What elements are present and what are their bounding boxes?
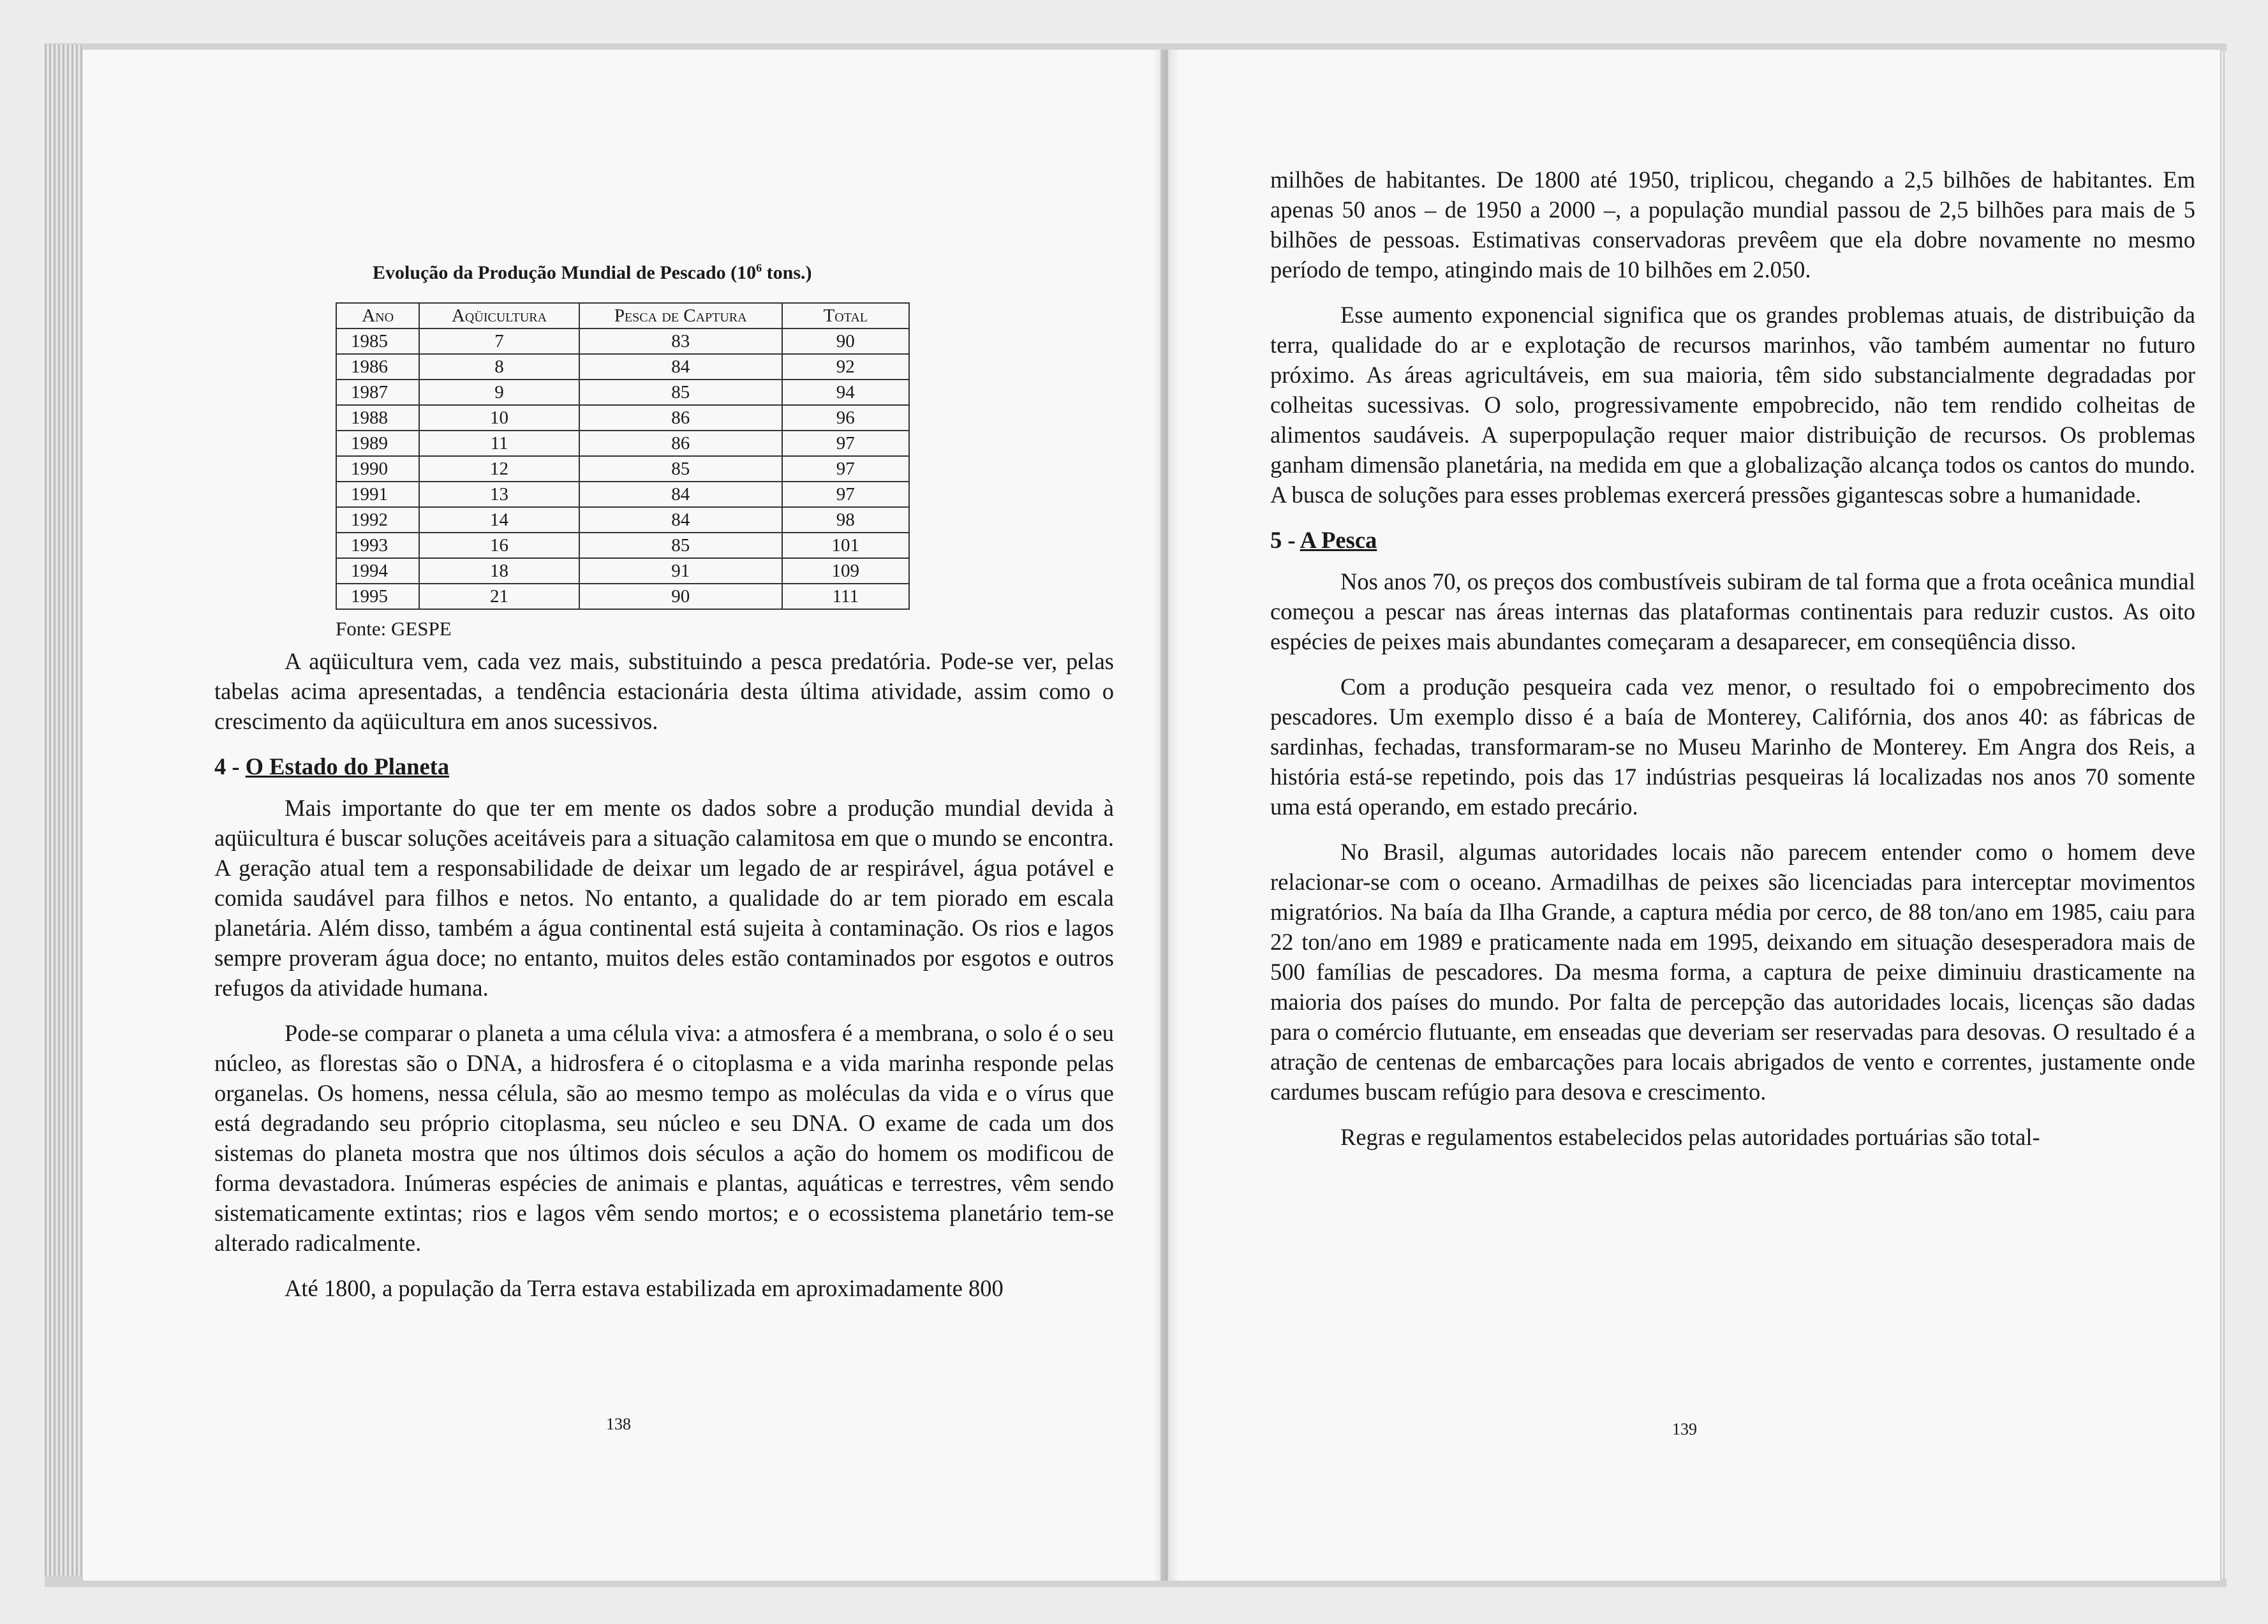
cell-year: 1991 <box>336 482 419 507</box>
table-title-text: Evolução da Produção Mundial de Pescado (10 <box>373 262 757 283</box>
cell-year: 1988 <box>336 405 419 431</box>
table-row <box>336 558 909 584</box>
left-page-body <box>214 646 1114 1318</box>
cell-year: 1995 <box>336 584 419 609</box>
cell-year: 1989 <box>336 431 419 456</box>
cell-year: 1993 <box>336 533 419 558</box>
table-row <box>336 456 909 482</box>
cell-capture: 91 <box>579 558 782 584</box>
section-title: O Estado do Planeta <box>245 753 450 779</box>
paragraph: A aqüicultura vem, cada vez mais, substituindo a pesca predatória. Pode-se ver, pelas tabelas acima apresentadas, a tendência estacionária desta última atividade, assim como o crescimento da aqüicultura em anos sucessivos. <box>214 648 1114 734</box>
paragraph: Com a produção pesqueira cada vez menor, o resultado foi o empobrecimento dos pescadores. Um exemplo disso é a baía de Monterey, Califórnia, dos anos 40: as fábricas de sardinhas, fechadas, transformaram-se no Museu Marinho de Monterey. Em Angra dos Reis, a história está-se repetindo, pois das 17 indústrias pesqueiras lá localizadas nos anos 70 somente uma está operando, em estado precário. <box>1270 674 2195 820</box>
paragraph: milhões de habitantes. De 1800 até 1950, triplicou, chegando a 2,5 bilhões de habitantes. Em apenas 50 anos – de 1950 a 2000 –, a população mundial passou de 2,5 bilhões para mais de 5 bilhões de pessoas. Estimativas conservadoras prevêem que ela dobre novamente no mesmo período de tempo, atingindo mais de 10 bilhões em 2.050. <box>1270 166 2195 283</box>
column-header-total: Total <box>782 303 909 328</box>
column-header-year: Ano <box>336 303 419 328</box>
paragraph: Esse aumento exponencial significa que os grandes problemas atuais, de distribuição da terra, qualidade do ar e explotação de recursos marinhos, vão também aumentar no futuro próximo. As áreas agricultáveis, em sua maioria, têm sido substancialmente degradadas por colheitas sucessivas. O solo, progressivamente empobrecido, não tem rendido colheitas de alimentos saudáveis. A superpopulação requer maior distribuição de recursos. Os problemas ganham dimensão planetária, na medida em que a globalização alcança todos os cantos do mundo. A busca de soluções para esses problemas exercerá pressões gigantescas sobre a humanidade. <box>1270 302 2195 508</box>
cell-aquaculture: 11 <box>419 431 579 456</box>
cell-total: 101 <box>782 533 909 558</box>
table-title <box>373 255 934 286</box>
table-row <box>336 507 909 533</box>
column-header-capture-fishing: Pesca de Captura <box>579 303 782 328</box>
cell-capture: 84 <box>579 507 782 533</box>
cell-total: 109 <box>782 558 909 584</box>
paragraph: Mais importante do que ter em mente os dados sobre a produção mundial devida à aqüicultura é buscar soluções aceitáveis para a situação calamitosa em que o mundo se encontra. A geração atual tem a responsabilidade de deixar um legado de ar respirável, água potável e comida saudável para filhos e netos. No entanto, a qualidade do ar tem piorado em escala planetária. Além disso, também a água continental está sujeita à contaminação. Os rios e lagos sempre proveram água doce; no entanto, muitos deles estão contaminados por esgotos e outros refugos da atividade humana. <box>214 795 1114 1001</box>
table-title-unit: tons.) <box>762 262 812 283</box>
cell-total: 111 <box>782 584 909 609</box>
cell-year: 1992 <box>336 507 419 533</box>
cell-year: 1986 <box>336 354 419 380</box>
cell-aquaculture: 9 <box>419 380 579 405</box>
section-heading-5 <box>1270 525 2195 555</box>
cell-total: 97 <box>782 456 909 482</box>
section-heading-4 <box>214 751 1114 781</box>
cell-aquaculture: 12 <box>419 456 579 482</box>
cell-year: 1990 <box>336 456 419 482</box>
page-number-left: 138 <box>606 1415 631 1433</box>
cell-total: 97 <box>782 431 909 456</box>
right-page <box>1167 50 2220 1581</box>
table-row <box>336 354 909 380</box>
cell-aquaculture: 10 <box>419 405 579 431</box>
table-row <box>336 405 909 431</box>
cell-aquaculture: 14 <box>419 507 579 533</box>
table-row <box>336 328 909 354</box>
table-source: Fonte: GESPE <box>336 617 452 640</box>
cell-capture: 86 <box>579 405 782 431</box>
cell-capture: 85 <box>579 456 782 482</box>
section-number: 5 - <box>1270 527 1300 553</box>
paragraph: No Brasil, algumas autoridades locais não parecem entender como o homem deve relacionar-se com o oceano. Armadilhas de peixes são licenciadas para interceptar movimentos migratórios. Na baía da Ilha Grande, a captura média por cerco, de 88 ton/ano em 1985, caiu para 22 ton/ano em 1989 e praticamente nada em 1995, deixando em situação desesperadora mais de 500 famílias de pescadores. Da mesma forma, a captura de peixe diminuiu drasticamente na maioria dos países do mundo. Por falta de percepção das autoridades locais, licenças são dadas para o comércio flutuante, em enseadas que deveriam ser reservadas para desovas. O resultado é a atração de centenas de embarcações para locais abrigados de vento e correntes, justamente onde cardumes buscam refúgio para desova e crescimento. <box>1270 839 2195 1105</box>
cell-capture: 84 <box>579 354 782 380</box>
cell-total: 97 <box>782 482 909 507</box>
production-table <box>336 302 910 610</box>
cell-capture: 90 <box>579 584 782 609</box>
section-number: 4 - <box>214 753 246 779</box>
cell-aquaculture: 13 <box>419 482 579 507</box>
page-number-right: 139 <box>1672 1420 1697 1438</box>
table-row <box>336 482 909 507</box>
cell-capture: 86 <box>579 431 782 456</box>
column-header-aquaculture: Aqüicultura <box>419 303 579 328</box>
paragraph: Até 1800, a população da Terra estava estabilizada em aproximadamente 800 <box>285 1275 1004 1301</box>
cell-aquaculture: 18 <box>419 558 579 584</box>
table-header-row <box>336 303 909 328</box>
cell-total: 90 <box>782 328 909 354</box>
cell-total: 92 <box>782 354 909 380</box>
table-row <box>336 380 909 405</box>
cell-aquaculture: 7 <box>419 328 579 354</box>
cell-capture: 84 <box>579 482 782 507</box>
section-title: A Pesca <box>1300 527 1377 553</box>
cell-year: 1987 <box>336 380 419 405</box>
cell-total: 96 <box>782 405 909 431</box>
cell-capture: 83 <box>579 328 782 354</box>
left-page <box>83 50 1161 1581</box>
right-page-body <box>1270 165 2195 1167</box>
table-row <box>336 584 909 609</box>
cell-aquaculture: 16 <box>419 533 579 558</box>
book-gutter <box>1153 50 1179 1581</box>
cell-total: 98 <box>782 507 909 533</box>
cell-year: 1994 <box>336 558 419 584</box>
cell-capture: 85 <box>579 533 782 558</box>
paragraph: Regras e regulamentos estabelecidos pelas autoridades portuárias são total- <box>1340 1124 2040 1150</box>
cell-aquaculture: 21 <box>419 584 579 609</box>
cell-capture: 85 <box>579 380 782 405</box>
table-row <box>336 533 909 558</box>
page-edges-left <box>45 45 83 1576</box>
cell-total: 94 <box>782 380 909 405</box>
table-title-exponent: 6 <box>756 262 762 274</box>
cell-year: 1985 <box>336 328 419 354</box>
cell-aquaculture: 8 <box>419 354 579 380</box>
paragraph: Nos anos 70, os preços dos combustíveis subiram de tal forma que a frota oceânica mundial começou a pescar nas áreas internas das plataformas continentais para reduzir custos. As oito espécies de peixes mais abundantes começaram a desaparecer, em conseqüência disso. <box>1270 568 2196 654</box>
table-row <box>336 431 909 456</box>
paragraph: Pode-se comparar o planeta a uma célula viva: a atmosfera é a membrana, o solo é o seu núcleo, as florestas são o DNA, a hidrosfera é o citoplasma e a vida marinha responde pelas organelas. Os homens, nessa célula, são ao mesmo tempo as moléculas da vida e o vírus que está degradando seu próprio citoplasma, seu núcleo e seu DNA. O exame de cada um dos sistemas do planeta mostra que nos últimos dois séculos a ação do homem os modificou de forma devastadora. Inúmeras espécies de animais e plantas, aquáticas e terrestres, vêm sendo sistematicamente extintas; rios e lagos vêm sendo mortos; e o ecossistema planetário tem-se alterado radicalmente. <box>214 1020 1114 1256</box>
